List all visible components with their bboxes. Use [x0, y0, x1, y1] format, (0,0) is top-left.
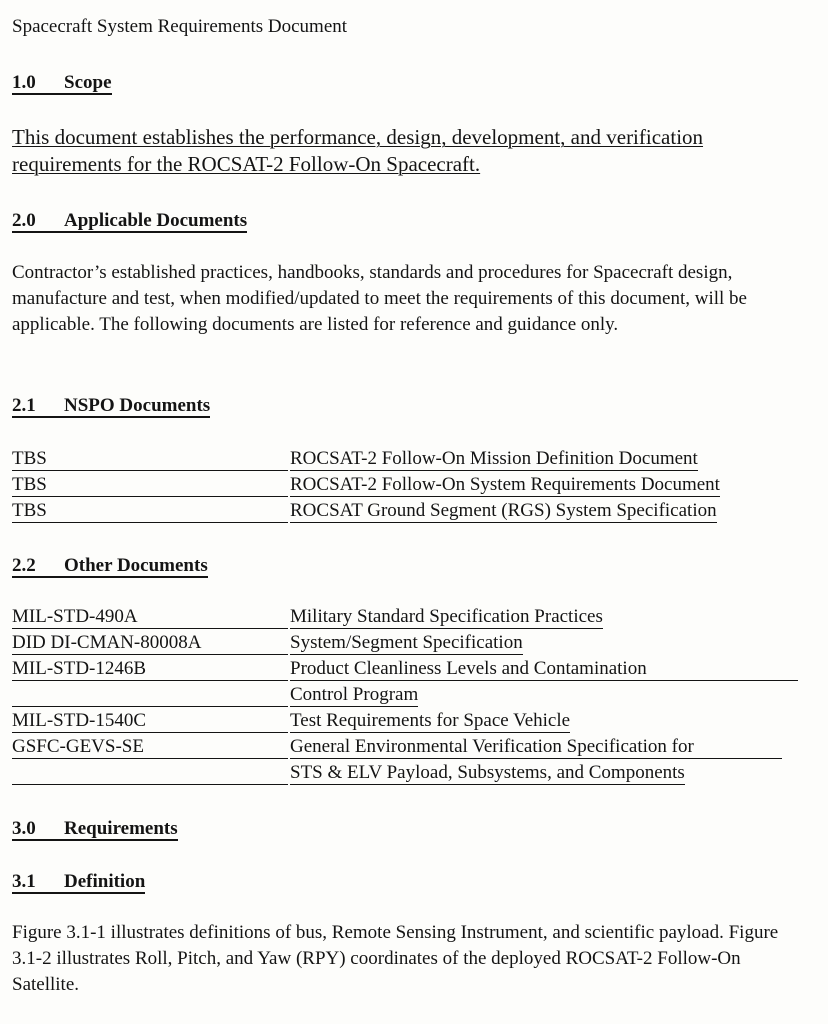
document-title: System/Segment Specification — [290, 632, 523, 653]
document-title: ROCSAT Ground Segment (RGS) System Specification — [290, 500, 717, 521]
section-number: 2.0 — [12, 211, 64, 233]
section-title: Applicable Documents — [64, 210, 248, 231]
document-id: TBS — [12, 472, 288, 497]
section-number: 2.2 — [12, 556, 64, 578]
applicable-documents-paragraph: Contractor’s established practices, handbooks, standards and procedures for Spacecraft design, manufacture and test, when modified/updated to meet the requirements of this document, will be applicable. The following documents are listed for reference and guidance only. — [12, 262, 747, 335]
document-row — [12, 682, 812, 708]
section-title: NSPO Documents — [64, 395, 211, 416]
document-title: General Environmental Verification Specification for — [290, 734, 782, 759]
section-number: 3.0 — [12, 819, 64, 841]
section-number: 3.1 — [12, 872, 64, 894]
document-row — [12, 630, 812, 656]
other-documents-table — [12, 604, 812, 786]
section-title: Requirements — [64, 818, 178, 839]
document-id: MIL-STD-490A — [12, 604, 288, 629]
nspo-documents-table — [12, 446, 812, 524]
document-title: Control Program — [290, 684, 419, 705]
document-row — [12, 498, 812, 524]
section-heading-applicable-documents — [12, 210, 247, 233]
document-id: GSFC-GEVS-SE — [12, 734, 288, 759]
document-id — [12, 760, 288, 785]
section-title: Definition — [64, 871, 146, 892]
section-heading-nspo-documents — [12, 395, 210, 418]
document-title: Product Cleanliness Levels and Contamination — [290, 656, 798, 681]
document-row — [12, 708, 812, 734]
document-title: ROCSAT-2 Follow-On Mission Definition Document — [290, 448, 698, 469]
section-number: 2.1 — [12, 396, 64, 418]
document-title: ROCSAT-2 Follow-On System Requirements Document — [290, 474, 720, 495]
document-id — [12, 682, 288, 707]
section-title: Scope — [64, 72, 112, 93]
definition-paragraph: Figure 3.1-1 illustrates definitions of bus, Remote Sensing Instrument, and scientific payload. Figure 3.1-2 illustrates Roll, Pitch, and Yaw (RPY) coordinates of the deployed ROCSAT-2 Follow-On Satellite. — [12, 922, 779, 995]
document-title: STS & ELV Payload, Subsystems, and Components — [290, 762, 685, 783]
section-heading-requirements — [12, 818, 178, 841]
document-id: MIL-STD-1540C — [12, 708, 288, 733]
section-heading-scope — [12, 72, 112, 95]
document-row — [12, 446, 812, 472]
document-title: Test Requirements for Space Vehicle — [290, 710, 571, 731]
section-heading-other-documents — [12, 555, 208, 578]
document-id: TBS — [12, 498, 288, 523]
document-row — [12, 760, 812, 786]
section-heading-definition — [12, 871, 145, 894]
document-id: TBS — [12, 446, 288, 471]
document-row — [12, 472, 812, 498]
document-row — [12, 604, 812, 630]
section-title: Other Documents — [64, 555, 208, 576]
document-id: MIL-STD-1246B — [12, 656, 288, 681]
document-row — [12, 656, 812, 682]
document-header: Spacecraft System Requirements Document — [12, 16, 348, 37]
scope-paragraph: This document establishes the performance, design, development, and verification requirements for the ROCSAT-2 Follow-On Spacecraft. — [12, 125, 704, 176]
section-number: 1.0 — [12, 73, 64, 95]
document-title: Military Standard Specification Practices — [290, 606, 603, 627]
document-row — [12, 734, 812, 760]
document-id: DID DI-CMAN-80008A — [12, 630, 288, 655]
